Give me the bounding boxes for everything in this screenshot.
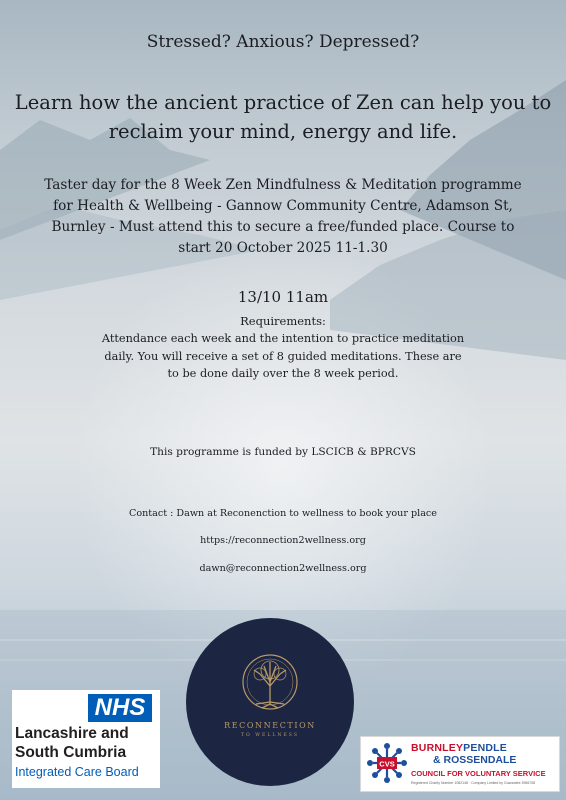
course-description: Taster day for the 8 Week Zen Mindfulness & Meditation programme for Health & Wellbeing - Gannow Community Centre, Adamson St, Burnley - Must attend this to secure a free/funded place. Course to start 20 October 2025 11-1.30	[44, 177, 522, 256]
funding-note: This programme is funded by LSCICB & BPRCVS	[150, 446, 416, 458]
reconnection-logo	[186, 618, 354, 786]
requirements-text: Attendance each week and the intention to practice meditation daily. You will receive a set of 8 guided meditations. These are to be done daily over the 8 week period.	[101, 332, 465, 380]
nhs-org-line2: South Cumbria	[15, 744, 127, 761]
logo-name: RECONNECTION	[224, 721, 316, 730]
nhs-lsc-icb-logo	[12, 690, 160, 788]
contact-url-link[interactable]: https://reconnection2wellness.org	[200, 535, 366, 546]
contact-text: Contact : Dawn at Reconenction to wellness to book your place	[129, 508, 437, 519]
subheadline: Learn how the ancient practice of Zen can help you to reclaim your mind, energy and life.	[14, 91, 552, 143]
date-time: 13/10 11am	[237, 288, 329, 306]
cvs-small-print: Registered Charity Number 1082148 · Company Limited by Guarantee 3956708	[411, 781, 536, 785]
cvs-pendle: PENDLE	[463, 742, 507, 754]
nhs-org-line3: Integrated Care Board	[15, 765, 139, 779]
nhs-badge: NHS	[88, 694, 152, 722]
headline: Stressed? Anxious? Depressed?	[146, 32, 420, 52]
cvs-emblem-icon	[365, 741, 409, 785]
bprcvs-logo	[360, 736, 560, 792]
nhs-org-line1: Lancashire and	[15, 725, 129, 742]
cvs-burnley: BURNLEY	[411, 742, 464, 754]
contact-email-link[interactable]: dawn@reconnection2wellness.org	[199, 563, 367, 574]
cvs-line1	[411, 742, 507, 754]
cvs-rossendale: & ROSSENDALE	[433, 754, 517, 766]
cvs-emblem-text: CVS	[379, 759, 395, 769]
tree-of-life-icon	[240, 652, 300, 716]
cvs-council: COUNCIL FOR VOLUNTARY SERVICE	[411, 769, 546, 778]
logo-subtitle: TO WELLNESS	[240, 733, 300, 738]
requirements-title: Requirements:	[240, 314, 326, 328]
